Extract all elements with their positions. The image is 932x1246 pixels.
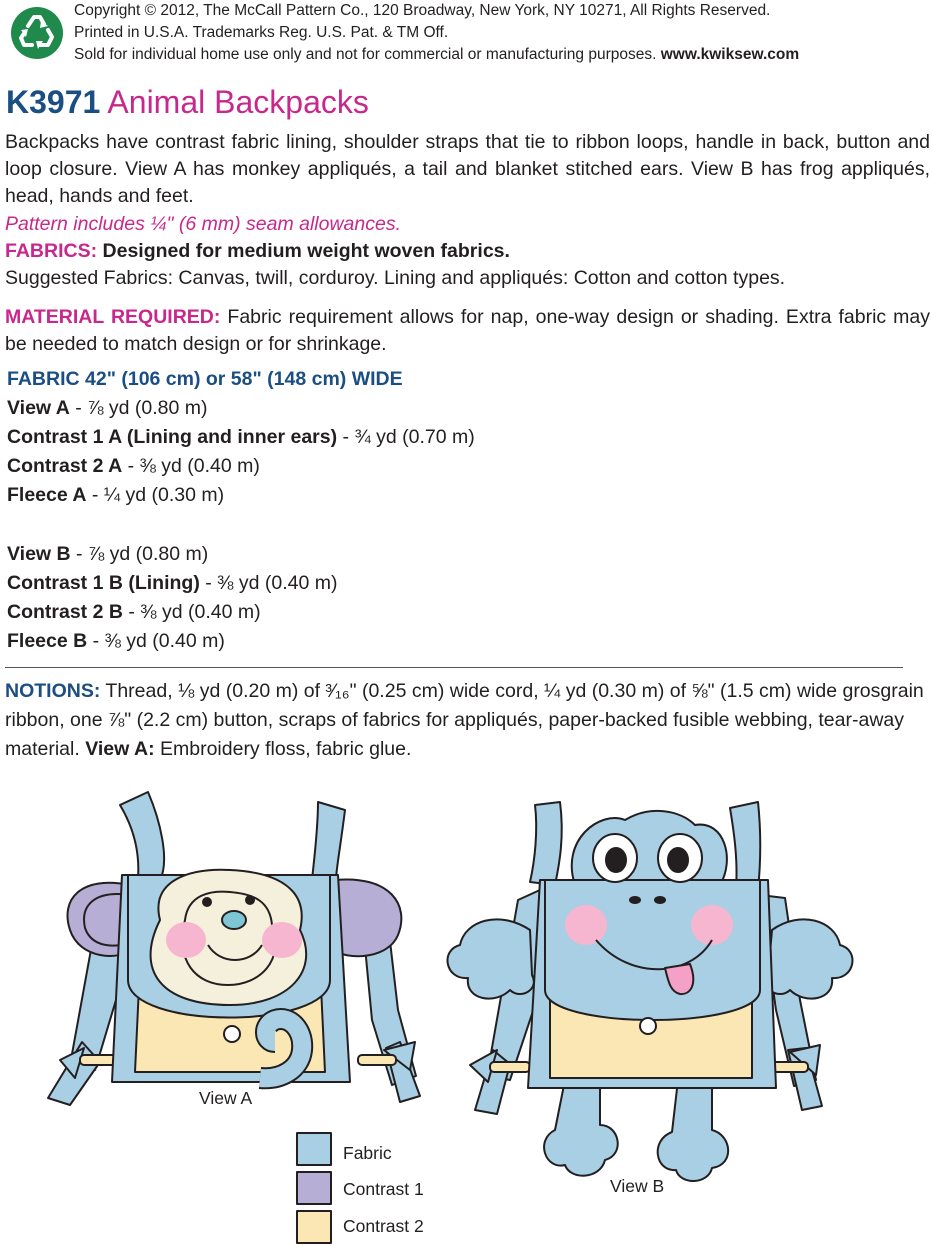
- notions-view-a-text: Embroidery floss, fabric glue.: [159, 738, 412, 760]
- requirement-row: View B - ⅞ yd (0.80 m): [7, 543, 209, 565]
- view-b-frog-backpack: [448, 802, 853, 1181]
- sold-text: Sold for individual home use only and not for commercial or manufacturing purposes.: [74, 46, 657, 63]
- suggested-fabrics: Suggested Fabrics: Canvas, twill, corduroy. Lining and appliqués: Cotton and cotton types.: [5, 267, 786, 289]
- sold-line: [74, 46, 799, 64]
- requirement-label: View B: [7, 543, 71, 565]
- legend-label-contrast-2: Contrast 2: [343, 1216, 424, 1236]
- requirement-amount: ⅞ yd (0.80 m): [87, 543, 209, 565]
- recycle-logo-icon: [10, 6, 64, 60]
- requirement-label: Contrast 2 B: [7, 601, 123, 623]
- notions-view-a-label: View A:: [85, 738, 155, 760]
- requirement-row: Contrast 2 A - ⅜ yd (0.40 m): [7, 455, 260, 477]
- notions: [5, 677, 930, 764]
- requirement-label: Contrast 1 B (Lining): [7, 572, 200, 594]
- legend-swatch-contrast-2: [297, 1211, 331, 1243]
- material-label: MATERIAL REQUIRED:: [5, 306, 221, 328]
- view-b-caption: View B: [610, 1176, 665, 1196]
- requirement-row: View A - ⅞ yd (0.80 m): [7, 397, 208, 419]
- requirement-amount: ⅞ yd (0.80 m): [87, 397, 208, 419]
- view-a-monkey-backpack: [48, 792, 420, 1105]
- legend-label-contrast-1: Contrast 1: [343, 1179, 424, 1199]
- requirement-amount: ⅜ yd (0.40 m): [140, 601, 261, 623]
- website-link[interactable]: www.kwiksew.com: [660, 46, 800, 63]
- fabrics-line: [5, 238, 930, 265]
- description: Backpacks have contrast fabric lining, shoulder straps that tie to ribbon loops, handle in back, button and loop closure. View A has monkey appliqués, a tail and blanket stitched ears. View B has frog appliqués, head, hands and feet.: [5, 131, 930, 207]
- copyright-line: Copyright © 2012, The McCall Pattern Co., 120 Broadway, New York, NY 10271, All Rights Reserved.: [74, 2, 771, 19]
- seam-note: Pattern includes ¼" (6 mm) seam allowances.: [5, 213, 401, 235]
- fabrics-label: FABRICS:: [5, 240, 98, 262]
- notions-label: NOTIONS:: [5, 680, 101, 702]
- fabric-width-heading: FABRIC 42" (106 cm) or 58" (148 cm) WIDE: [7, 368, 403, 390]
- legend-label-fabric: Fabric: [343, 1143, 392, 1163]
- requirement-amount: ⅜ yd (0.40 m): [104, 630, 225, 652]
- requirement-label: Contrast 1 A (Lining and inner ears): [7, 426, 338, 448]
- requirement-row: Fleece B - ⅜ yd (0.40 m): [7, 630, 225, 652]
- requirement-amount: ⅜ yd (0.40 m): [217, 572, 338, 594]
- requirement-row: Contrast 1 B (Lining) - ⅜ yd (0.40 m): [7, 572, 338, 594]
- view-a-caption: View A: [199, 1088, 253, 1108]
- requirement-label: Fleece B: [7, 630, 88, 652]
- material-text: Fabric requirement allows for nap, one-way design or shading. Extra fabric may be needed to match design or for shrinkage.: [5, 306, 931, 355]
- fabrics-designed: Designed for medium weight woven fabrics.: [102, 240, 510, 262]
- legend-swatch-fabric: [297, 1133, 331, 1165]
- printed-line: Printed in U.S.A. Trademarks Reg. U.S. Pat. & TM Off.: [74, 24, 449, 41]
- requirement-row: Fleece A - ¼ yd (0.30 m): [7, 484, 225, 506]
- pattern-name: Animal Backpacks: [107, 84, 369, 120]
- legend-swatch-contrast-1: [297, 1172, 331, 1204]
- requirement-label: Fleece A: [7, 484, 87, 506]
- requirement-row: Contrast 1 A (Lining and inner ears) - ¾ yd (0.70 m): [7, 426, 475, 448]
- material-required: [5, 304, 930, 358]
- pattern-code: K3971: [6, 84, 101, 120]
- requirement-row: Contrast 2 B - ⅜ yd (0.40 m): [7, 601, 261, 623]
- requirement-amount: ¼ yd (0.30 m): [103, 484, 225, 506]
- copyright-header: [0, 0, 932, 70]
- pattern-title: [6, 84, 369, 121]
- divider: [5, 667, 903, 668]
- requirement-label: Contrast 2 A: [7, 455, 123, 477]
- requirement-label: View A: [7, 397, 70, 419]
- backpack-illustrations: [0, 780, 932, 1246]
- requirement-amount: ⅜ yd (0.40 m): [139, 455, 260, 477]
- requirement-amount: ¾ yd (0.70 m): [354, 426, 475, 448]
- notions-text: Thread, ⅛ yd (0.20 m) of ³⁄₁₆" (0.25 cm) wide cord, ¼ yd (0.30 m) of ⅝" (1.5 cm) wide grosgrain ribbon, one ⅞" (2.2 cm) button, scraps of fabrics for appliqués, paper-backed fusible webbing, tear-away material.: [5, 680, 924, 760]
